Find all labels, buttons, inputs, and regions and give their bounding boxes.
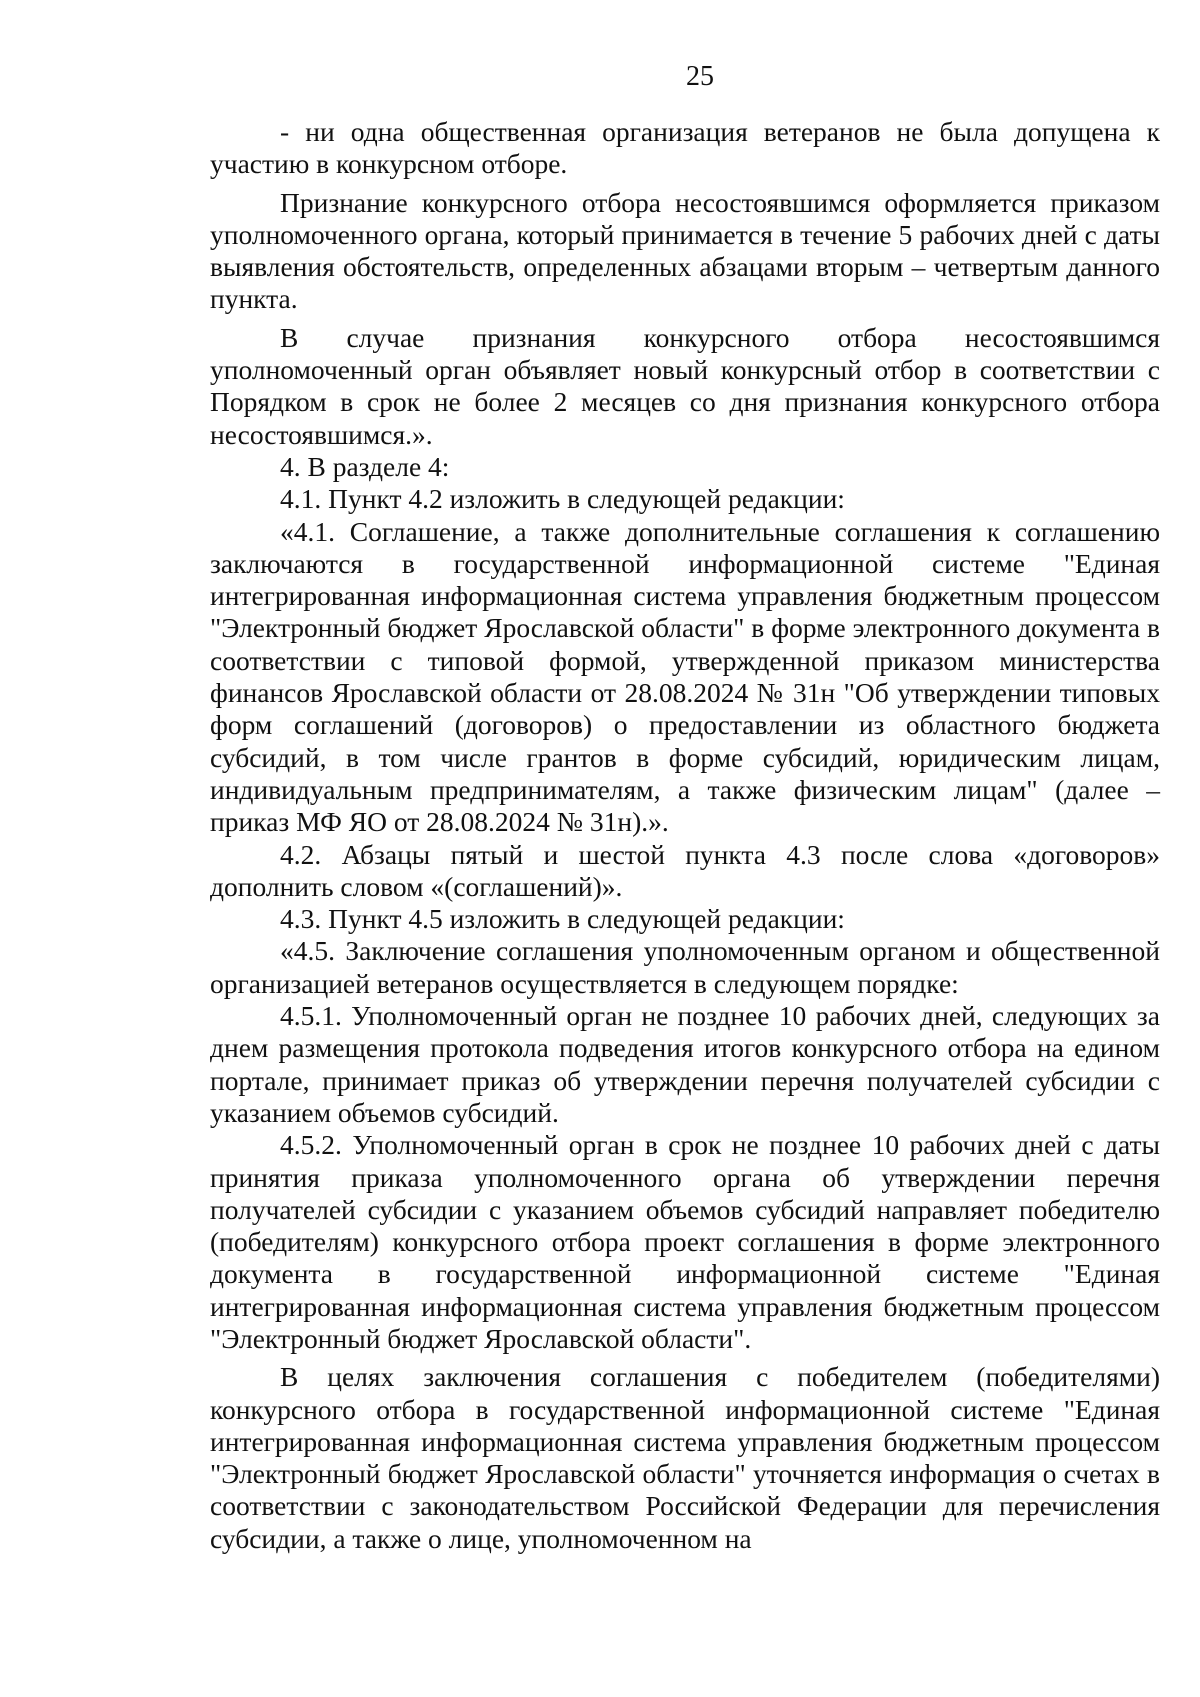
- paragraph-2: Признание конкурсного отбора несостоявшимся оформляется приказом уполномоченного органа, который принимается в течение 5 рабочих дней с даты выявления обстоятельств, определенных абзацами вторым – четвертым данного пункта.: [210, 186, 1160, 315]
- paragraph-8: 4.3. Пункт 4.5 изложить в следующей редакции:: [280, 903, 845, 935]
- paragraph-11: 4.5.2. Уполномоченный орган в срок не позднее 10 рабочих дней с даты принятия приказа уполномоченного органа об утверждении перечня получателей субсидии с указанием объемов субсидий направляет победителю (победителям) конкурсного отбора проект соглашения в форме электронного документа в государственной информационной системе "Единая интегрированная информационная система управления бюджетным процессом "Электронный бюджет Ярославской области".: [210, 1129, 1160, 1354]
- paragraph-12: В целях заключения соглашения с победителем (победителями) конкурсного отбора в государственной информационной системе "Единая интегрированная информационная система управления бюджетным процессом "Электронный бюджет Ярославской области" уточняется информация о счетах в соответствии с законодательством Российской Федерации для перечисления субсидии, а также о лице, уполномоченном на: [210, 1361, 1160, 1554]
- paragraph-1: - ни одна общественная организация ветеранов не была допущена к участию в конкурсном отборе.: [210, 116, 1160, 180]
- paragraph-10: 4.5.1. Уполномоченный орган не позднее 10 рабочих дней, следующих за днем размещения протокола подведения итогов конкурсного отбора на едином портале, принимает приказ об утверждении перечня получателей субсидии с указанием объемов субсидий.: [210, 1000, 1160, 1128]
- paragraph-6: «4.1. Соглашение, а также дополнительные соглашения к соглашению заключаются в государственной информационной системе "Единая интегрированная информационная система управления бюджетным процессом "Электронный бюджет Ярославской области" в форме электронного документа в соответствии с типовой формой, утвержденной приказом министерства финансов Ярославской области от 28.08.2024 № 31н "Об утверждении типовых форм соглашений (договоров) о предоставлении из областного бюджета субсидий, в том числе грантов в форме субсидий, юридическим лицам, индивидуальным предпринимателям, а также физическим лицам" (далее – приказ МФ ЯО от 28.08.2024 № 31н).».: [210, 515, 1160, 838]
- document-page: [210, 60, 1160, 1555]
- page-number: 25: [686, 61, 714, 92]
- paragraph-7: 4.2. Абзацы пятый и шестой пункта 4.3 после слова «договоров» дополнить словом «(соглашений)».: [210, 838, 1160, 902]
- paragraph-5: 4.1. Пункт 4.2 изложить в следующей редакции:: [280, 483, 845, 515]
- paragraph-9: «4.5. Заключение соглашения уполномоченным органом и общественной организацией ветеранов осуществляется в следующем порядке:: [210, 935, 1160, 999]
- paragraph-4: 4. В разделе 4:: [280, 450, 450, 482]
- paragraph-3: В случае признания конкурсного отбора несостоявшимся уполномоченный орган объявляет новый конкурсный отбор в соответствии с Порядком в срок не более 2 месяцев со дня признания конкурсного отбора несостоявшимся.».: [210, 321, 1160, 450]
